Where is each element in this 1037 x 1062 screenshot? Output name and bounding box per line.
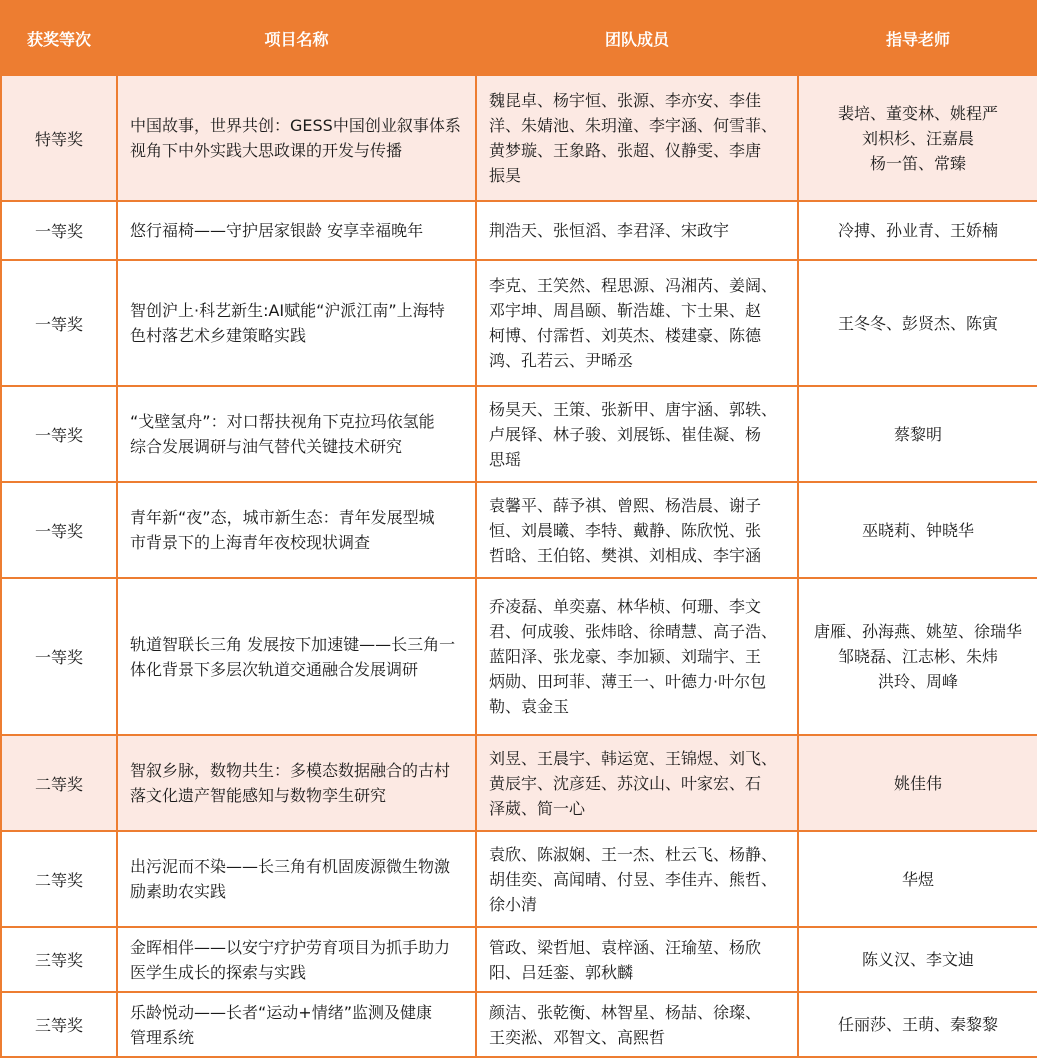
advisors-line: 姚佳伟: [893, 773, 942, 793]
project-name-line: 青年新“夜”态，城市新生态：青年发展型城: [130, 508, 435, 527]
header-project-name: 项目名称: [117, 1, 476, 75]
project-name: [117, 482, 476, 578]
project-name-line: 体化背景下多层次轨道交通融合发展调研: [130, 659, 419, 679]
team-members-line: 蓝阳泽、张龙豪、李加颍、刘瑞宇、王: [489, 647, 762, 666]
project-name-line: “戈壁氢舟”：对口帮扶视角下克拉玛依氢能: [130, 412, 435, 431]
team-members-line: 袁馨平、薛予祺、曾熙、杨浩晨、谢子: [489, 495, 762, 515]
project-name-line: 励素助农实践: [130, 882, 227, 901]
award-level: 一等奖: [1, 260, 117, 386]
project-name-line: 色村落艺术乡建策略实践: [130, 326, 307, 345]
advisors-line: 刘枳杉、汪嘉晨: [861, 128, 974, 148]
project-name: [117, 992, 476, 1057]
advisors-line: 洪玲、周峰: [877, 672, 958, 691]
team-members-line: 洋、朱婧池、朱玥潼、李宇涵、何雪菲、: [489, 116, 778, 135]
advisors: [798, 735, 1037, 831]
header-advisor: 指导老师: [798, 1, 1037, 75]
table-row: [1, 482, 1037, 578]
team-members-line: 徐小清: [489, 894, 538, 914]
team-members: [476, 735, 798, 831]
team-members-line: 邓宇坤、周昌颐、靳浩雄、卞士果、赵: [489, 301, 762, 320]
team-members-line: 君、何成骏、张炜晗、徐晴慧、高子浩、: [489, 622, 778, 641]
team-members-line: 恒、刘晨曦、李特、戴静、陈欣悦、张: [489, 520, 762, 540]
award-level: 一等奖: [1, 201, 117, 260]
team-members-line: 荆浩天、张恒滔、李君泽、宋政宇: [489, 221, 730, 240]
project-name: [117, 386, 476, 482]
table-row: [1, 831, 1037, 927]
advisors: [798, 386, 1037, 482]
team-members-line: 哲晗、王伯铭、樊祺、刘相成、李宇涵: [489, 545, 762, 565]
table-row: [1, 386, 1037, 482]
project-name-line: 市背景下的上海青年夜校现状调查: [130, 533, 371, 552]
project-name-line: 落文化遗产智能感知与数物孪生研究: [130, 786, 387, 805]
project-name: [117, 201, 476, 260]
team-members-line: 刘昱、王晨宇、韩运宽、王锦煜、刘飞、: [489, 748, 778, 768]
team-members-line: 鸿、孔若云、尹晞丞: [489, 351, 634, 370]
project-name-line: 出污泥而不染——长三角有机固废源微生物激: [130, 857, 451, 876]
team-members-line: 黄辰宇、沈彦廷、苏汶山、叶家宏、石: [489, 773, 762, 793]
advisors-line: 巫晓莉、钟晓华: [861, 520, 974, 540]
award-level: 一等奖: [1, 386, 117, 482]
project-name: [117, 260, 476, 386]
award-level: 二等奖: [1, 831, 117, 927]
advisors-line: 邹晓磊、江志彬、朱炜: [837, 647, 998, 666]
project-name: [117, 735, 476, 831]
team-members: [476, 578, 798, 735]
team-members-line: 柯博、付霈哲、刘英杰、楼建豪、陈德: [489, 326, 762, 345]
project-name-line: 中国故事，世界共创：GESS中国创业叙事体系: [130, 116, 461, 135]
team-members-line: 王奕淞、邓智文、高熙哲: [489, 1027, 666, 1047]
team-members-line: 炳勋、田珂菲、薄王一、叶德力·叶尔包: [489, 672, 767, 691]
project-name-line: 综合发展调研与油气替代关键技术研究: [130, 437, 403, 456]
team-members-line: 李克、王笑然、程思源、冯湘芮、姜阔、: [489, 276, 778, 295]
project-name-line: 悠行福椅——守护居家银龄 安享幸福晚年: [130, 221, 424, 240]
project-name-line: 视角下中外实践大思政课的开发与传播: [130, 141, 403, 160]
advisors-line: 华煜: [901, 869, 934, 889]
table-row: [1, 927, 1037, 992]
team-members: [476, 260, 798, 386]
project-name-line: 金晖相伴——以安宁疗护劳育项目为抓手助力: [130, 937, 451, 957]
table-row: [1, 578, 1037, 735]
project-name: [117, 75, 476, 201]
team-members-line: 黄梦璇、王象路、张超、仪静雯、李唐: [489, 141, 762, 160]
award-level: 三等奖: [1, 927, 117, 992]
team-members-line: 思瑶: [489, 449, 522, 469]
team-members-line: 胡佳奕、高闻晴、付昱、李佳卉、熊哲、: [489, 869, 778, 889]
table-row: [1, 260, 1037, 386]
advisors-line: 裴培、董变林、姚程严: [837, 103, 998, 123]
advisors: [798, 927, 1037, 992]
project-name-line: 管理系统: [130, 1027, 195, 1047]
advisors: [798, 75, 1037, 201]
project-name-line: 乐龄悦动——长者“运动+情绪”监测及健康: [130, 1002, 432, 1022]
award-level: 一等奖: [1, 578, 117, 735]
project-name: [117, 578, 476, 735]
team-members: [476, 201, 798, 260]
project-name-line: 智叙乡脉，数物共生：多模态数据融合的古村: [130, 761, 451, 780]
team-members: [476, 831, 798, 927]
table-row: [1, 992, 1037, 1057]
team-members-line: 乔凌磊、单奕嘉、林华桢、何珊、李文: [489, 597, 762, 616]
advisors-line: 蔡黎明: [893, 424, 942, 444]
header-row: [1, 1, 1037, 75]
team-members: [476, 992, 798, 1057]
team-members-line: 管政、梁哲旭、袁梓涵、汪瑜堃、杨欣: [489, 937, 762, 957]
team-members: [476, 386, 798, 482]
advisors-line: 唐雁、孙海燕、姚堃、徐瑞华: [813, 622, 1022, 641]
team-members-line: 振昊: [489, 166, 522, 185]
table-row: [1, 201, 1037, 260]
award-level: 一等奖: [1, 482, 117, 578]
team-members-line: 颜洁、张乾衡、林智星、杨喆、徐璨、: [489, 1002, 762, 1022]
advisors: [798, 831, 1037, 927]
team-members: [476, 75, 798, 201]
team-members: [476, 482, 798, 578]
team-members-line: 魏昆卓、杨宇恒、张源、李亦安、李佳: [489, 91, 762, 110]
advisors: [798, 578, 1037, 735]
advisors-line: 任丽莎、王萌、秦黎黎: [837, 1015, 998, 1034]
team-members-line: 卢展铎、林子骏、刘展铄、崔佳凝、杨: [489, 424, 762, 444]
award-level: 二等奖: [1, 735, 117, 831]
advisors-line: 杨一笛、常臻: [869, 153, 966, 173]
advisors: [798, 201, 1037, 260]
project-name: [117, 927, 476, 992]
project-name-line: 医学生成长的探索与实践: [130, 962, 307, 982]
advisors: [798, 260, 1037, 386]
team-members-line: 泽葳、简一心: [489, 798, 586, 818]
advisors: [798, 992, 1037, 1057]
award-level: 三等奖: [1, 992, 117, 1057]
table-row: [1, 75, 1037, 201]
header-level: 获奖等次: [1, 1, 117, 75]
project-name-line: 智创沪上·科艺新生:AI赋能“沪派江南”上海特: [130, 301, 445, 320]
award-level: 特等奖: [1, 75, 117, 201]
header-team-members: 团队成员: [476, 1, 798, 75]
advisors-line: 王冬冬、彭贤杰、陈寅: [837, 313, 998, 333]
project-name: [117, 831, 476, 927]
advisors: [798, 482, 1037, 578]
team-members: [476, 927, 798, 992]
table-row: [1, 735, 1037, 831]
team-members-line: 袁欣、陈淑娴、王一杰、杜云飞、杨静、: [489, 844, 778, 864]
team-members-line: 阳、吕廷銮、郭秋麟: [489, 962, 634, 982]
team-members-line: 勒、袁金玉: [489, 697, 570, 716]
project-name-line: 轨道智联长三角 发展按下加速键——长三角一: [130, 634, 456, 654]
team-members-line: 杨昊天、王策、张新甲、唐宇涵、郭轶、: [489, 399, 778, 419]
advisors-line: 陈义汉、李文迪: [861, 950, 974, 969]
advisors-line: 冷搏、孙业青、王娇楠: [837, 221, 998, 240]
